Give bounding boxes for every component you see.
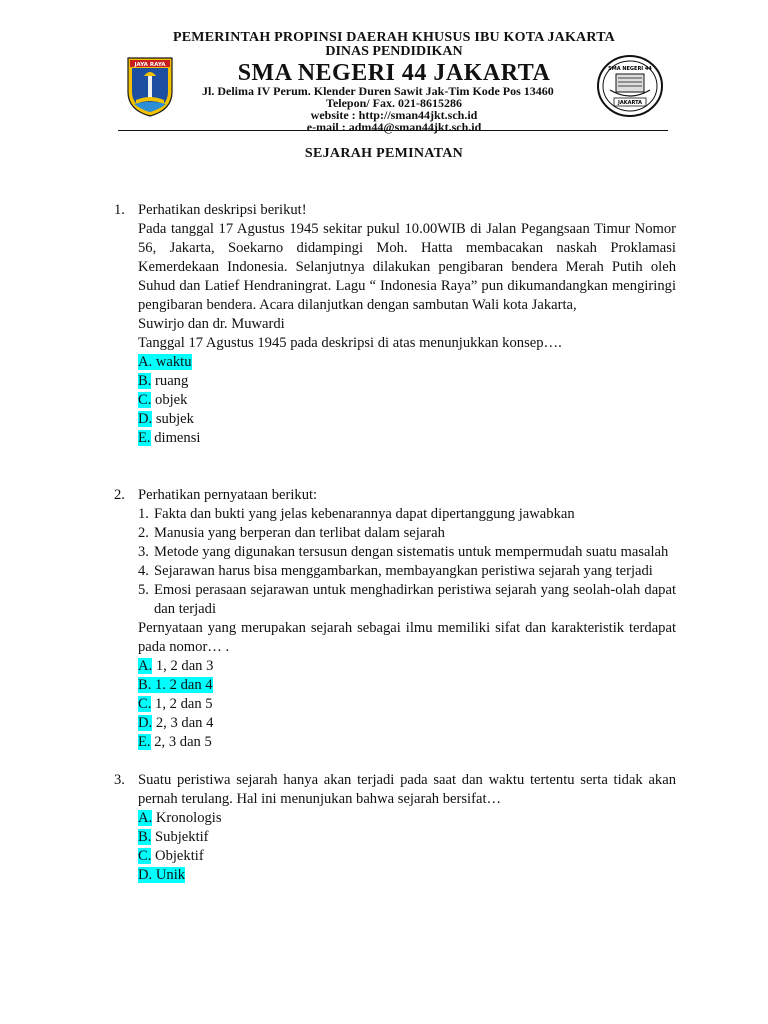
- question-number: 1.: [114, 202, 125, 218]
- answer-option[interactable]: A. Kronologis: [138, 810, 222, 826]
- answer-option[interactable]: D. subjek: [138, 411, 194, 427]
- school-email: e-mail : adm44@sman44jkt.sch.id: [306, 120, 482, 134]
- list-item: 4. Sejarawan harus bisa menggambarkan, membayangkan peristiwa sejarah yang terjadi: [138, 563, 653, 579]
- question-number: 2.: [114, 487, 125, 503]
- answer-option[interactable]: A. waktu: [138, 354, 192, 370]
- question-2: [114, 486, 676, 752]
- question-passage: Pada tanggal 17 Agustus 1945 sekitar pukul 10.00WIB di Jalan Pegangsaan Timur Nomor 56, Jakarta, Soekarno didampingi Moh. Hatta membacakan naskah Proklamasi Kemerdekaan Indonesia. Selanjutnya dilakukan pengibaran bendera Merah Putih oleh Suhud dan Latief Hendraningrat. Lagu “ Indonesia Raya” pun dikumandangkan mengiringi pengibaran bendera. Acara dilanjutkan dengan sambutan Wali kota Jakarta,: [138, 221, 676, 313]
- school-website: website : http://sman44jkt.sch.id: [310, 108, 478, 122]
- question-prompt: Suatu peristiwa sejarah hanya akan terjadi pada saat dan waktu tertentu serta tidak akan pernah terulang. Hal ini menunjukan bahwa sejarah bersifat…: [138, 772, 676, 807]
- question-prompt: Tanggal 17 Agustus 1945 pada deskripsi di atas menunjukkan konsep….: [138, 335, 562, 351]
- answer-option[interactable]: D. 2, 3 dan 4: [138, 715, 214, 731]
- answer-option[interactable]: D. Unik: [138, 867, 186, 883]
- question-intro: Perhatikan pernyataan berikut:: [138, 487, 318, 503]
- school-seal-logo: [596, 54, 664, 118]
- question-passage-continued: Suwirjo dan dr. Muwardi: [138, 316, 285, 332]
- question-intro: Perhatikan deskripsi berikut!: [138, 202, 307, 218]
- document-title: SEJARAH PEMINATAN: [304, 146, 464, 161]
- answer-option[interactable]: C. Objektif: [138, 848, 204, 864]
- question-list: [114, 201, 676, 885]
- answer-option[interactable]: E. dimensi: [138, 430, 201, 446]
- seal-bottom-text: JAKARTA: [618, 100, 642, 106]
- answer-option[interactable]: B. 1. 2 dan 4: [138, 677, 213, 693]
- list-item: 5. Emosi perasaan sejarawan untuk menghadirkan peristiwa sejarah yang seolah-olah dapat dan terjadi: [138, 582, 676, 617]
- question-1: [114, 201, 676, 448]
- list-item: 2. Manusia yang berperan dan terlibat dalam sejarah: [138, 525, 445, 541]
- government-name: PEMERINTAH PROPINSI DAERAH KHUSUS IBU KOTA JAKARTA: [173, 30, 615, 45]
- letterhead: [118, 28, 670, 132]
- answer-option[interactable]: C. objek: [138, 392, 188, 408]
- answer-option[interactable]: A. 1, 2 dan 3: [138, 658, 214, 674]
- answer-option[interactable]: B. Subjektif: [138, 829, 209, 845]
- list-item: 3. Metode yang digunakan tersusun dengan sistematis untuk mempermudah suatu masalah: [138, 544, 669, 560]
- answer-option[interactable]: C. 1, 2 dan 5: [138, 696, 213, 712]
- seal-top-text: SMA NEGERI 44: [608, 66, 652, 72]
- statement-list: [138, 505, 676, 619]
- list-item: 1. Fakta dan bukti yang jelas kebenarannya dapat dipertanggung jawabkan: [138, 506, 575, 522]
- header-divider: [118, 130, 668, 131]
- school-phone: Telepon/ Fax. 021-8615286: [326, 96, 462, 110]
- answer-option[interactable]: E. 2, 3 dan 5: [138, 734, 212, 750]
- question-3: [114, 771, 676, 885]
- logo-motto: JAYA RAYA: [134, 62, 166, 68]
- question-prompt: Pernyataan yang merupakan sejarah sebagai ilmu memiliki sifat dan karakteristik terdapat pada nomor… .: [138, 620, 676, 655]
- school-name: SMA NEGERI 44 JAKARTA: [237, 60, 551, 86]
- question-number: 3.: [114, 772, 125, 788]
- school-address: Jl. Delima IV Perum. Klender Duren Sawit Jak-Tim Kode Pos 13460: [202, 84, 554, 98]
- answer-option[interactable]: B. ruang: [138, 373, 189, 389]
- department-name: DINAS PENDIDIKAN: [325, 44, 463, 59]
